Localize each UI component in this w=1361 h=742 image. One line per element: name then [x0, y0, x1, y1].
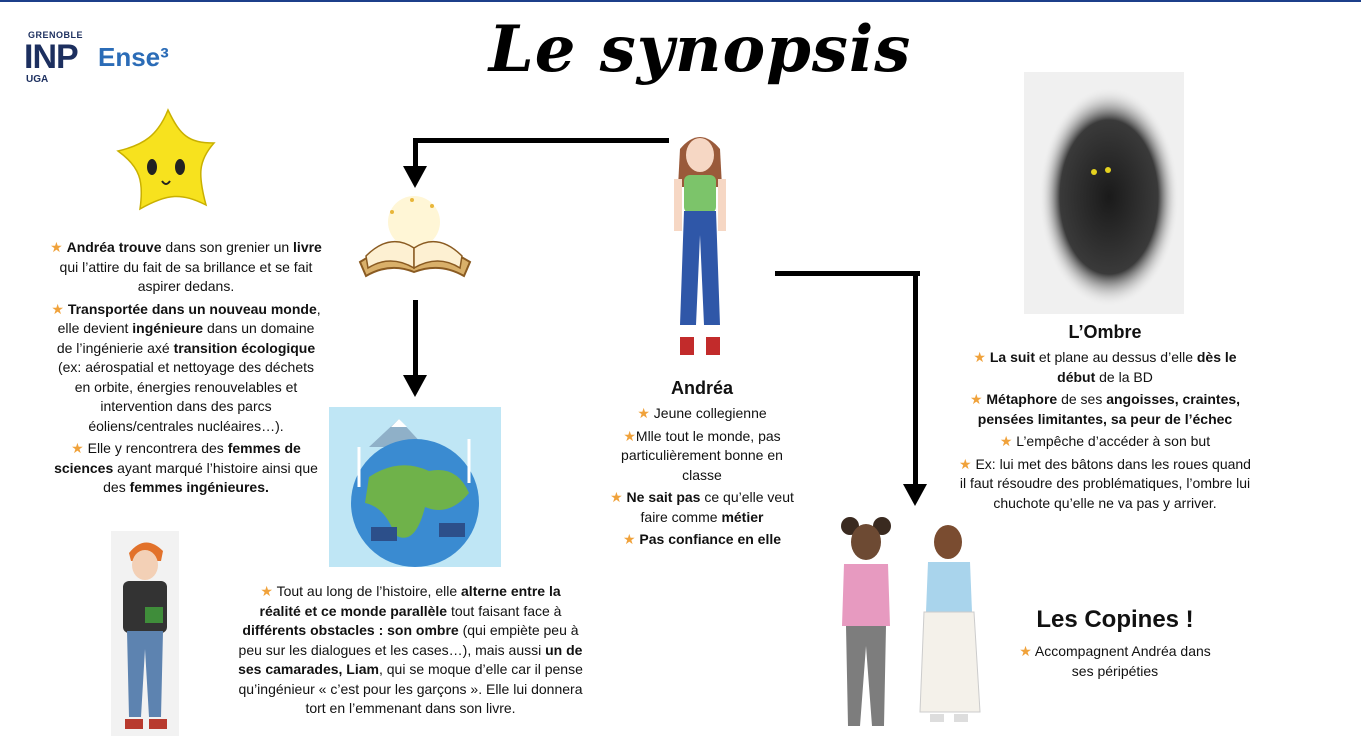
top-accent-bar [0, 0, 1361, 2]
school-logo [24, 28, 184, 88]
andrea-description: ★ Jeune collegienne ★Mlle tout le monde, pas particulièrement bonne en classe ★ Ne sait pas ce qu’elle veut faire comme métier ★ Pas confiance en elle [610, 405, 794, 547]
copines-name: Les Copines ! [1036, 606, 1194, 633]
logo-grenoble-text: GRENOBLE [28, 30, 84, 40]
copines-description: ★ Accompagnent Andréa dans ses péripéties [1019, 643, 1211, 679]
arrow-head-friends [903, 484, 927, 506]
friends-figure-icon [830, 516, 990, 738]
andrea-name: Andréa [670, 378, 733, 398]
magic-book-icon [352, 192, 477, 287]
bottom-story-text: ★ Tout au long de l’histoire, elle alterne entre la réalité et ce monde parallèle tout faisant face à différents obstacles : son ombre (qui empiète peu à peu sur les dialogues et les cases…), mais aussi un de ses camarades, Liam, qui se moque d’elle car il pense qu’ingénieur « c’est pour les garçons ». Elle lui donnera tort en l’emmenant dans son livre. [238, 583, 583, 716]
arrow-andrea-to-book-h [415, 138, 669, 143]
star-mascot-icon [110, 105, 220, 220]
shadow-figure-icon [1024, 72, 1184, 314]
left-story-text: ★ Andréa trouve dans son grenier un livre qui l’attire du fait de sa brillance et se fait aspirer dedans. ★ Transportée dans un nouveau monde, elle devient ingénieure dans un domaine de l’ingénierie axé transition écologique (ex: aérospatial et nettoyage des déchets en orbite, énergies renouvelables et intervention dans des parcs éoliens/centrales nucléaires…). ★ Elle y rencontrera des femmes de sciences ayant marqué l’histoire ainsi que des femmes ingénieures. [50, 239, 322, 495]
page-title: Le synopsis [488, 12, 912, 87]
andrea-figure-icon [660, 125, 740, 375]
earth-icon [329, 407, 501, 567]
arrow-andrea-to-friends-h [775, 271, 920, 276]
ombre-description: ★ La suit et plane au dessus d’elle dès le début de la BD ★ Métaphore de ses angoisses, craintes, pensées limitantes, sa peur de l’échec ★ L’empêche d’accéder à son but ★ Ex: lui met des bâtons dans les roues quand il faut résoudre des problématiques, l’ombre lui chuchote qu’elle ne va pas y arriver. [959, 349, 1251, 511]
arrow-book-to-earth [413, 300, 418, 378]
liam-figure-icon [111, 531, 179, 736]
arrow-head-earth [403, 375, 427, 397]
logo-uga-text: UGA [26, 74, 49, 85]
arrow-andrea-to-friends-v [913, 271, 918, 486]
logo-ense-text: Ense³ [98, 42, 169, 72]
logo-inp-text: INP [24, 38, 78, 76]
ombre-name: L’Ombre [1068, 322, 1142, 342]
arrow-head-book [403, 166, 427, 188]
